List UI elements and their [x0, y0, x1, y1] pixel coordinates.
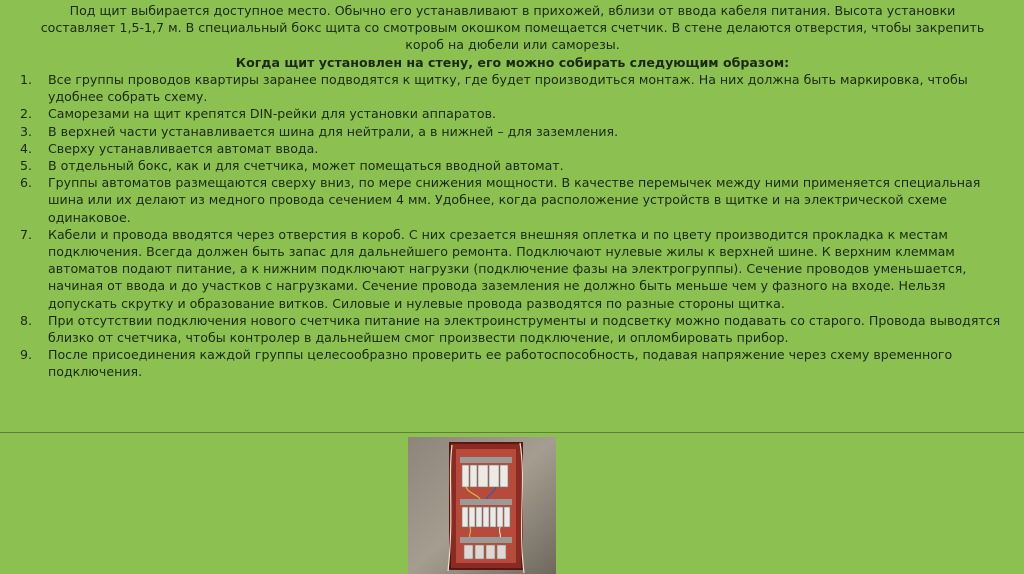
steps-list	[0, 71, 1010, 381]
step-number: 6.	[20, 175, 33, 191]
step-number: 3.	[20, 123, 33, 139]
electrical-panel-photo	[408, 437, 556, 574]
step-number: 5.	[20, 158, 33, 174]
step-number: 9.	[20, 347, 33, 363]
step-text: Сверху устанавливается автомат ввода.	[48, 140, 319, 156]
step-text: Саморезами на щит крепятся DIN-рейки для установки аппаратов.	[48, 106, 497, 122]
step-number: 8.	[20, 312, 33, 328]
steps-heading: Когда щит установлен на стену, его можно собирать следующим образом:	[235, 55, 790, 70]
electrical-panel-illustration	[408, 437, 556, 574]
list-item	[0, 312, 1010, 346]
step-number: 7.	[20, 226, 33, 242]
step-text: При отсутствии подключения нового счетчика питание на электроинструменты и подсветку можно подавать со старого. Провода выводятся близко от счетчика, чтобы контролер в дальнейшем смог произвести подключение, и опломбировать прибор.	[48, 312, 1001, 346]
list-item	[0, 226, 1010, 312]
list-item	[0, 123, 1010, 140]
list-item	[0, 71, 1010, 105]
list-item	[0, 140, 1010, 157]
horizontal-divider	[0, 432, 1024, 433]
list-item	[0, 174, 1010, 226]
step-text: Кабели и провода вводятся через отверстия в короб. С них срезается внешняя оплетка и по цвету производится прокладка к местам подключения. Всегда должен быть запас для дальнейшего ремонта. Подключают нулевые жилы к верхней шине. К верхним клеммам автоматов подают питание, а к нижним подключают нагрузки (подключение фазы на электрогруппы). Сечение проводов уменьшается, начиная от ввода и до участков с нагрузками. Сечение провода заземления не должно быть меньше чем у фазного на входе. Нельзя допускать скрутку и образование витков. Силовые и нулевые провода разводятся по разные стороны щитка.	[48, 226, 967, 311]
step-number: 2.	[20, 106, 33, 122]
step-text: В отдельный бокс, как и для счетчика, может помещаться вводной автомат.	[48, 158, 564, 174]
step-text: В верхней части устанавливается шина для нейтрали, а в нижней – для заземления.	[48, 123, 619, 139]
step-number: 1.	[20, 72, 33, 87]
step-number: 4.	[20, 140, 33, 156]
intro-paragraph: Под щит выбирается доступное место. Обычно его устанавливают в прихожей, вблизи от ввода кабеля питания. Высота установки составляет 1,5-1,7 м. В специальный бокс щита со смотровым окошком помещается счетчик. В стене делаются отверстия, чтобы закрепить короб на дюбели или саморезы.	[40, 3, 985, 53]
step-text: После присоединения каждой группы целесообразно проверить ее работоспособность, подавая напряжение через схему временного подключения.	[48, 347, 953, 380]
step-text: Группы автоматов размещаются сверху вниз, по мере снижения мощности. В качестве перемычек между ними применяется специальная шина или их делают из медного провода сечением 4 мм. Удобнее, когда расположение устройств в щитке и на электрической схеме одинаковое.	[48, 175, 981, 225]
step-text: Все группы проводов квартиры заранее подводятся к щитку, где будет производиться монтаж. На них должна быть маркировка, чтобы удобнее собрать схему.	[48, 72, 968, 105]
list-item	[0, 157, 1010, 174]
list-item	[0, 105, 1010, 122]
list-item	[0, 346, 1010, 380]
